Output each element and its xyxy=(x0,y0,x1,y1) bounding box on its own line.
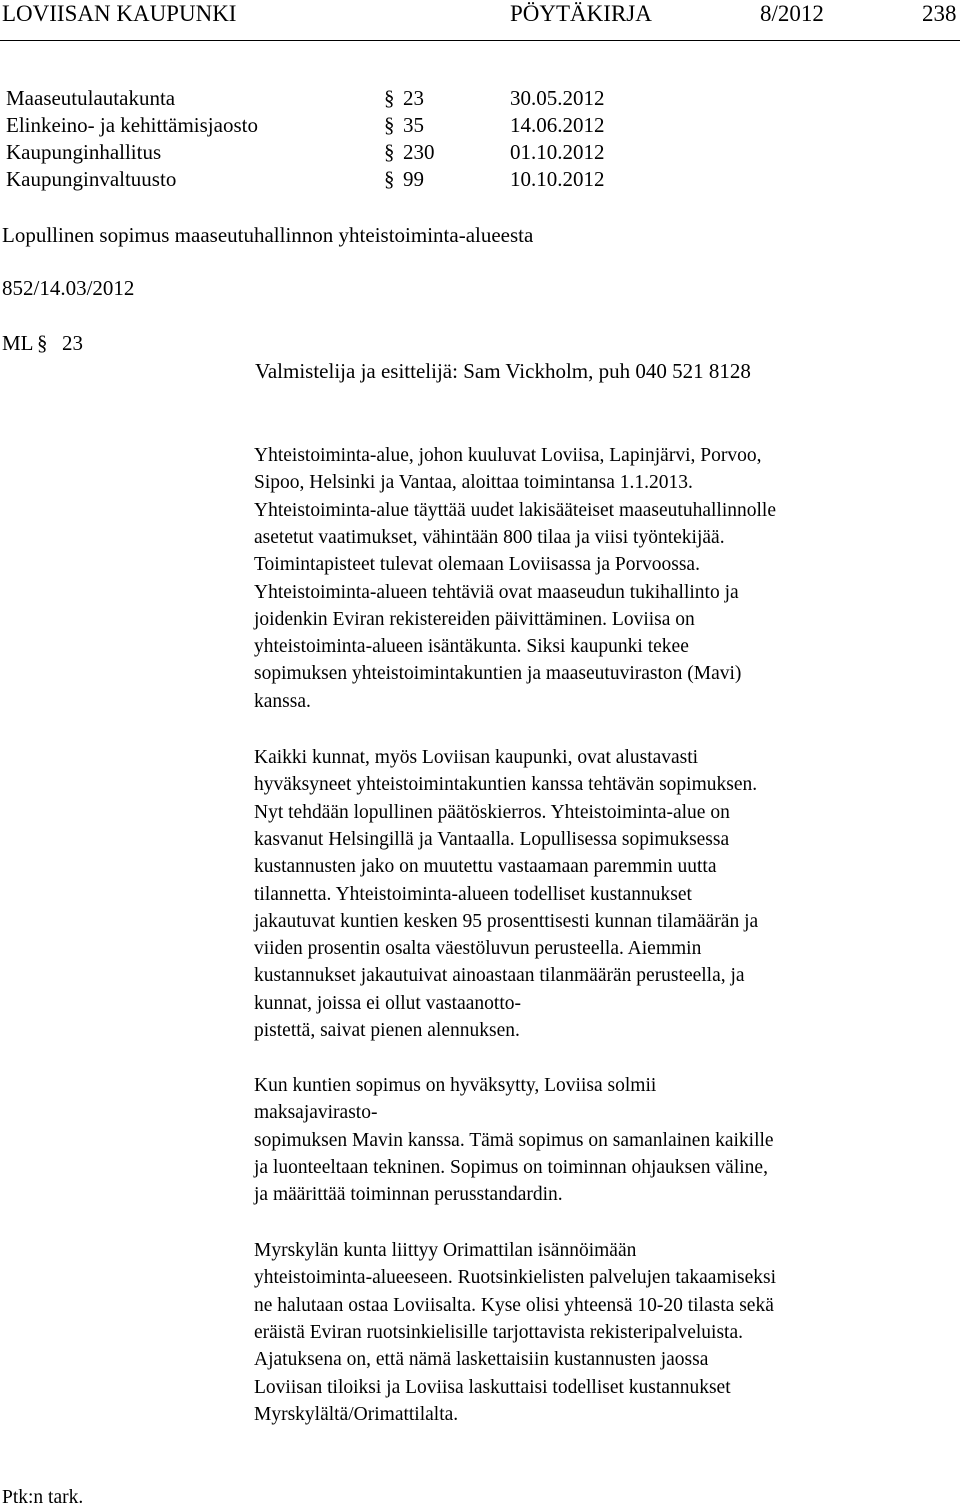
section-sign: § xyxy=(384,140,395,164)
committee-label: ML xyxy=(2,331,34,355)
paragraph-line: Yhteistoiminta-alue, johon kuuluvat Loviisa, Lapinjärvi, Porvoo, xyxy=(254,445,762,466)
subject-title: Lopullinen sopimus maaseutuhallinnon yhteistoiminta-alueesta xyxy=(2,223,534,247)
paragraph-line: Sipoo, Helsinki ja Vantaa, aloittaa toimintansa 1.1.2013. xyxy=(254,472,693,494)
paragraph-line: yhteistoiminta-alueen isäntäkunta. Siksi kaupunki tekee xyxy=(254,636,689,658)
paragraph-line: ja luonteeltaan tekninen. Sopimus on toiminnan ohjauksen väline, xyxy=(254,1156,768,1178)
reference-date: 01.10.2012 xyxy=(510,140,605,164)
section-sign: § xyxy=(37,331,48,355)
footer-checker-label: Ptk:n tark. xyxy=(2,1487,84,1508)
reference-body: Maaseutulautakunta xyxy=(6,86,176,110)
section-sign: § xyxy=(384,113,395,137)
paragraph-line: kasvanut Helsingillä ja Vantaalla. Lopullisessa sopimuksessa xyxy=(254,828,730,850)
paragraph-line: Ajatuksena on, että nämä laskettaisiin kustannusten jaossa xyxy=(254,1349,709,1371)
case-number: 852/14.03/2012 xyxy=(2,276,135,300)
paragraph-line: eräistä Eviran ruotsinkielisille tarjottavista rekisteripalveluista. xyxy=(254,1321,743,1343)
reference-body: Kaupunginhallitus xyxy=(6,140,162,164)
paragraph-line: Yhteistoiminta-alueen tehtäviä ovat maaseudun tukihallinto ja xyxy=(254,581,739,603)
paragraph-line: jakautuvat kuntien kesken 95 prosenttisesti kunnan tilamäärän ja xyxy=(254,910,759,932)
paragraph-line: kustannusten jako on muutettu vastaamaan paremmin uutta xyxy=(254,856,717,878)
paragraph-line: Loviisan tiloiksi ja Loviisa laskuttaisi todelliset kustannukset xyxy=(254,1376,731,1398)
committee-number: 23 xyxy=(62,331,83,355)
reference-date: 14.06.2012 xyxy=(510,113,605,137)
paragraph-line: Kaikki kunnat, myös Loviisan kaupunki, ovat alustavasti xyxy=(254,747,699,768)
paragraph-line: kunnat, joissa ei ollut vastaanotto- xyxy=(254,992,521,1014)
paragraph-line: tilannetta. Yhteistoiminta-alueen todelliset kustannukset xyxy=(254,883,692,905)
reference-body: Kaupunginvaltuusto xyxy=(6,167,177,191)
reference-number: 23 xyxy=(403,86,424,110)
paragraph-line: Myrskylältä/Orimattilalta. xyxy=(254,1403,459,1425)
paragraph-line: sopimuksen Mavin kanssa. Tämä sopimus on samanlainen kaikille xyxy=(254,1129,774,1151)
header-doc-type: PÖYTÄKIRJA xyxy=(510,1,652,26)
paragraph-line: ja määrittää toiminnan perusstandardin. xyxy=(254,1184,563,1206)
paragraph-line: sopimuksen yhteistoimintakuntien ja maaseutuviraston (Mavi) xyxy=(254,663,742,685)
reference-number: 99 xyxy=(403,167,424,191)
section-sign: § xyxy=(384,86,395,110)
paragraph-line: ne halutaan ostaa Loviisalta. Kyse olisi yhteensä 10-20 tilasta sekä xyxy=(254,1294,774,1316)
paragraph-line: Myrskylän kunta liittyy Orimattilan isännöimään xyxy=(254,1240,637,1261)
paragraph-line: asetetut vaatimukset, vähintään 800 tilaa ja viisi työntekijää. xyxy=(254,526,725,548)
paragraph-line: hyväksyneet yhteistoimintakuntien kanssa tehtävän sopimuksen. xyxy=(254,774,758,796)
header-issue: 8/2012 xyxy=(760,1,824,26)
header-org: LOVIISAN KAUPUNKI xyxy=(2,1,237,26)
paragraph-line: Kun kuntien sopimus on hyväksytty, Loviisa solmii xyxy=(254,1075,657,1096)
paragraph-line: yhteistoiminta-alueeseen. Ruotsinkielisten palvelujen takaamiseksi xyxy=(254,1267,777,1289)
paragraph-line: viiden prosentin osalta väestöluvun perusteella. Aiemmin xyxy=(254,938,702,960)
reference-number: 35 xyxy=(403,113,424,137)
header-divider xyxy=(0,40,960,41)
paragraph-line: Nyt tehdään lopullinen päätöskierros. Yhteistoiminta-alue on xyxy=(254,801,730,823)
section-sign: § xyxy=(384,167,395,191)
reference-date: 30.05.2012 xyxy=(510,86,605,110)
paragraph-line: pistettä, saivat pienen alennuksen. xyxy=(254,1020,520,1041)
paragraph-line: kanssa. xyxy=(254,690,311,712)
paragraph-line: joidenkin Eviran rekistereiden päivittäminen. Loviisa on xyxy=(254,608,695,630)
reference-date: 10.10.2012 xyxy=(510,167,605,191)
paragraph-line: maksajavirasto- xyxy=(254,1102,378,1124)
header-page-number: 238 xyxy=(922,1,957,26)
paragraph-line: Yhteistoiminta-alue täyttää uudet lakisääteiset maaseutuhallinnolle xyxy=(254,499,776,521)
reference-number: 230 xyxy=(403,140,435,164)
paragraph-line: Toimintapisteet tulevat olemaan Loviisassa ja Porvoossa. xyxy=(254,554,700,576)
preparer-line: Valmistelija ja esittelijä: Sam Vickholm, puh 040 521 8128 xyxy=(255,359,751,383)
reference-body: Elinkeino- ja kehittämisjaosto xyxy=(6,113,258,137)
paragraph-line: kustannukset jakautuivat ainoastaan tilanmäärän perusteella, ja xyxy=(254,965,745,987)
